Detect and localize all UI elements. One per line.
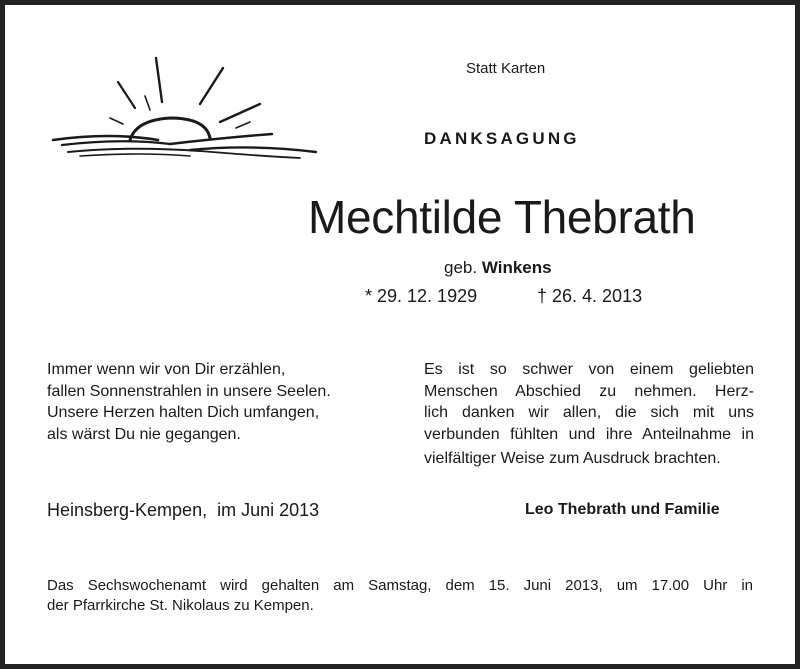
statt-karten: Statt Karten xyxy=(466,60,546,77)
place-date xyxy=(47,500,319,521)
thanks-line: vielfältiger Weise zum Ausdruck brachten. xyxy=(424,450,721,467)
maiden-name: Winkens xyxy=(481,258,552,277)
date: im Juni 2013 xyxy=(217,500,320,520)
notice-line: der Pfarrkirche St. Nikolaus zu Kempen. xyxy=(47,597,314,614)
geb-prefix: geb. xyxy=(444,258,478,277)
thanks-line: verbunden fühlten und ihre Anteilnahme in xyxy=(424,425,754,443)
thanks-line: Es ist so schwer von einem geliebten xyxy=(424,361,754,378)
thanks-line: lich danken wir allen, die sich mit uns xyxy=(424,404,754,421)
poem xyxy=(47,359,377,445)
poem-line: als wärst Du nie gegangen. xyxy=(47,425,241,443)
birth-date: * 29. 12. 1929 xyxy=(365,286,478,306)
service-notice xyxy=(47,576,753,616)
death-date: † 26. 4. 2013 xyxy=(537,286,643,306)
thanks-text xyxy=(424,359,754,470)
place: Heinsberg-Kempen, xyxy=(47,500,208,520)
poem-line: Unsere Herzen halten Dich umfangen, xyxy=(47,404,320,421)
notice-line: Das Sechswochenamt wird gehalten am Samstag, dem 15. Juni 2013, um 17.00 Uhr in xyxy=(47,577,753,594)
sunset-icon xyxy=(50,52,330,192)
signature: Leo Thebrath und Familie xyxy=(525,501,720,518)
deceased-name: Mechtilde Thebrath xyxy=(308,191,696,243)
thanks-line: Menschen Abschied zu nehmen. Herz- xyxy=(424,382,754,400)
poem-line: fallen Sonnenstrahlen in unsere Seelen. xyxy=(47,382,331,400)
poem-line: Immer wenn wir von Dir erzählen, xyxy=(47,361,286,378)
maiden-name-line xyxy=(444,258,552,278)
heading-danksagung: DANKSAGUNG xyxy=(424,129,580,148)
